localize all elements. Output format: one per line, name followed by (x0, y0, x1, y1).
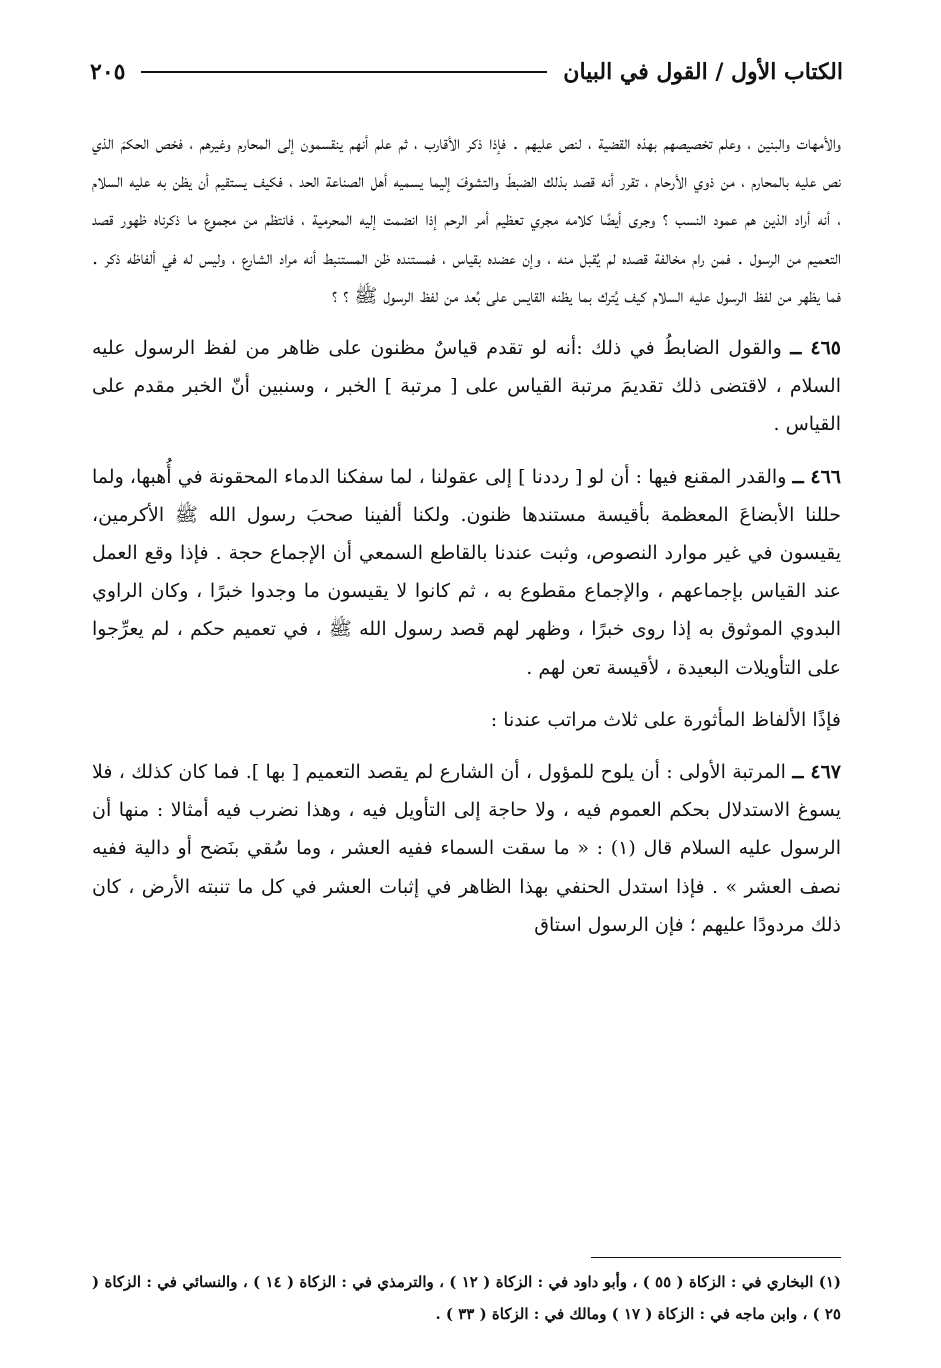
paragraph-number: ٤٦٧ ــ (792, 761, 842, 784)
paragraph-467 (92, 753, 841, 944)
footnote: (١) البخاري في : الزكاة ( ٥٥ ) ، وأبو داود في : الزكاة ( ١٢ ) ، والترمذي في : الزكاة ( ١٤ ) ، والنسائي في : الزكاة ( ٢٥ ) ، وابن ماجه في : الزكاة ( ١٧ ) ومالك في : الزكاة ( ٣٣ ) . (92, 1273, 841, 1323)
paragraph-text: المرتبة الأولى : أن يلوح للمؤول ، أن الشارع لم يقصد التعميم [ بها ]. فما كان كذلك ، فلا يسوغ الاستدلال بحكم العموم فيه ، ولا حاجة إلى التأويل فيه ، وهذا نضرب فيه أمثالا : منها أن الرسول عليه السلام قال (١) : « ما سقت السماء ففيه العشر ، وما سُقي بنَضح أو دالية ففيه نصف العشر » . فإذا استدل الحنفي بهذا الظاهر في إثبات العشر في كل ما تنبته الأرض ، كان ذلك مردودًا عليهم ؛ فإن الرسول استاق (92, 761, 841, 936)
header-title: الكتاب الأول / القول في البيان (563, 59, 843, 85)
paragraph-text: والأمهات والبنين ، وعلم تخصيصهم بهذه القضية ، لنص عليهم . فإذا ذكر الأقارب ، ثم علم أنهم ينقسمون إلى المحارم وغيرهم ، فخص الحكمَ الذي نص عليه بالمحارم ، من ذوي الأرحام ، تقرر أنه قصد بذلك الضبطَ والتشوفَ إليما يسميه أهل الصناعة الحد ، فكيف يستقيم أن يظن به عليه السلام ، أنه أراد الذين هم عمود النسب ؟ وجرى أيضًا كلامه مجري تعظيم أمر الرحم إذا انضمت إليه المحرمية ، فانتظم من مجموع ما ذكرناه ظهور قصد التعميم من الرسول . فمن رام مخالفة قصده لم يُقبل منه ، وإن عضده بقياس ، فمستنده ظن المستنبط أنه مراد الشارع ، وليس له في ألفاظه ذكر . فما يظهر من لفظ الرسول عليه السلام كيف يُترك بما يظنه القايس على بُعد من لفظ الرسول ﷺ ؟ ؟ (92, 132, 841, 307)
page-number: ٢٠٥ (90, 59, 126, 85)
paragraph-text: والقدر المقنع فيها : أن لو [ رددنا ] إلى عقولنا ، لما سفكنا الدماء المحقونة في أُهبها، ولما حللنا الأبضاعَ المعظمة بأقيسة مستندها ظنون. ولكنا ألفينا صحبَ رسول الله ﷺ الأكرمين، يقيسون في غير موارد النصوص، وثبت عندنا بالقاطع السمعي أن الإجماع حجة . فإذا وقع العمل عند القياس بإجماعهم ، والإجماع مقطوع به ، ثم كانوا لا يقيسون ما وجدوا خبرًا ، وكان الراوي البدوي الموثوق به إذا روى خبرًا ، وظهر لهم قصد رسول الله ﷺ ، في تعميم حكم ، لم يعرِّجوا على التأويلات البعيدة ، لأقيسة تعن لهم . (92, 465, 841, 679)
footnote-separator (591, 1257, 841, 1258)
paragraph-intro-ranks (92, 701, 841, 739)
header-rule (141, 71, 547, 73)
paragraph-text: والقول الضابطُ في ذلك :أنه لو تقدم قياسٌ مظنون على ظاهر من لفظ الرسول عليه السلام ، لاقتضى ذلك تقديمَ مرتبة القياس على [ مرتبة ] الخبر ، وسنبين أنّ الخبر مقدم على القياس . (92, 337, 841, 436)
paragraph-continuation (92, 124, 841, 315)
main-text (92, 124, 841, 944)
running-header (90, 50, 843, 94)
paragraph-number: ٤٦٥ ــ (790, 337, 842, 360)
paragraph-text: فإذًا الألفاظ المأثورة على ثلاث مراتب عندنا : (490, 708, 841, 731)
paragraph-465 (92, 329, 841, 444)
paragraph-number: ٤٦٦ ــ (792, 465, 841, 488)
paragraph-466 (92, 458, 841, 687)
